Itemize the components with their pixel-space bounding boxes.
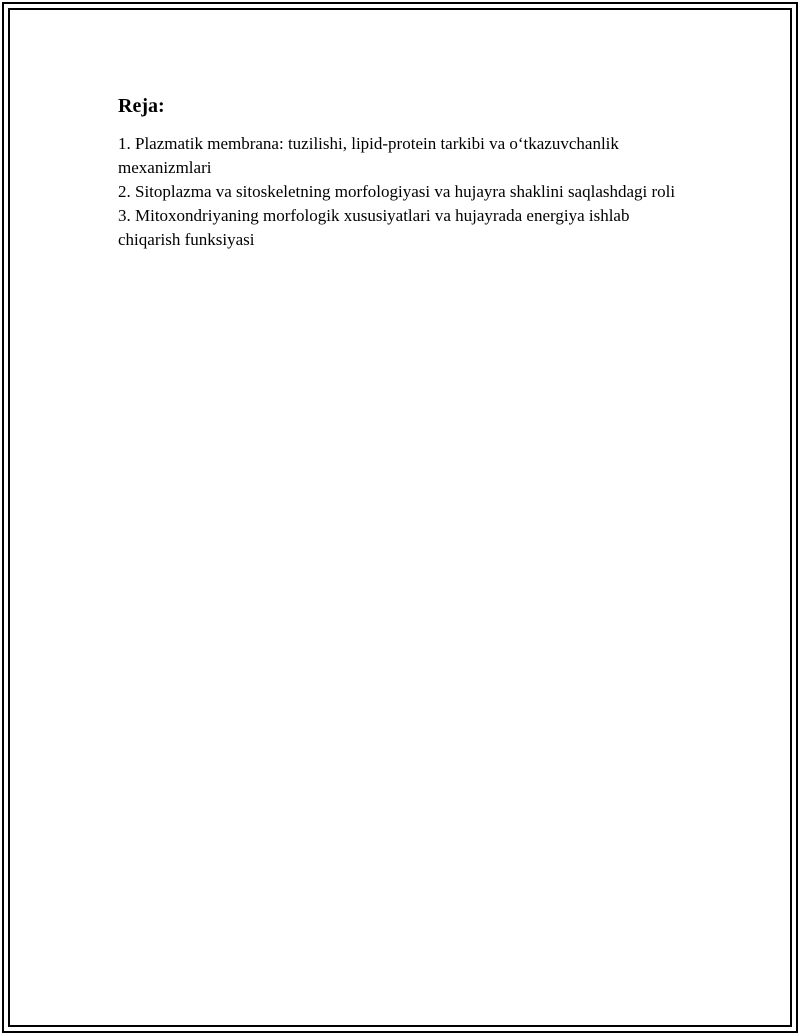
plan-item-2: 2. Sitoplazma va sitoskeletning morfologiyasi va hujayra shaklini saqlashdagi roli <box>118 182 676 201</box>
plan-heading: Reja: <box>118 95 165 117</box>
plan-list <box>118 132 688 252</box>
document-body <box>118 94 688 252</box>
plan-item-1: 1. Plazmatik membrana: tuzilishi, lipid-protein tarkibi va o‘tkazuvchanlik mexanizmlari <box>118 134 619 177</box>
plan-item-3: 3. Mitoxondriyaning morfologik xususiyatlari va hujayrada energiya ishlab chiqarish funksiyasi <box>118 206 630 249</box>
